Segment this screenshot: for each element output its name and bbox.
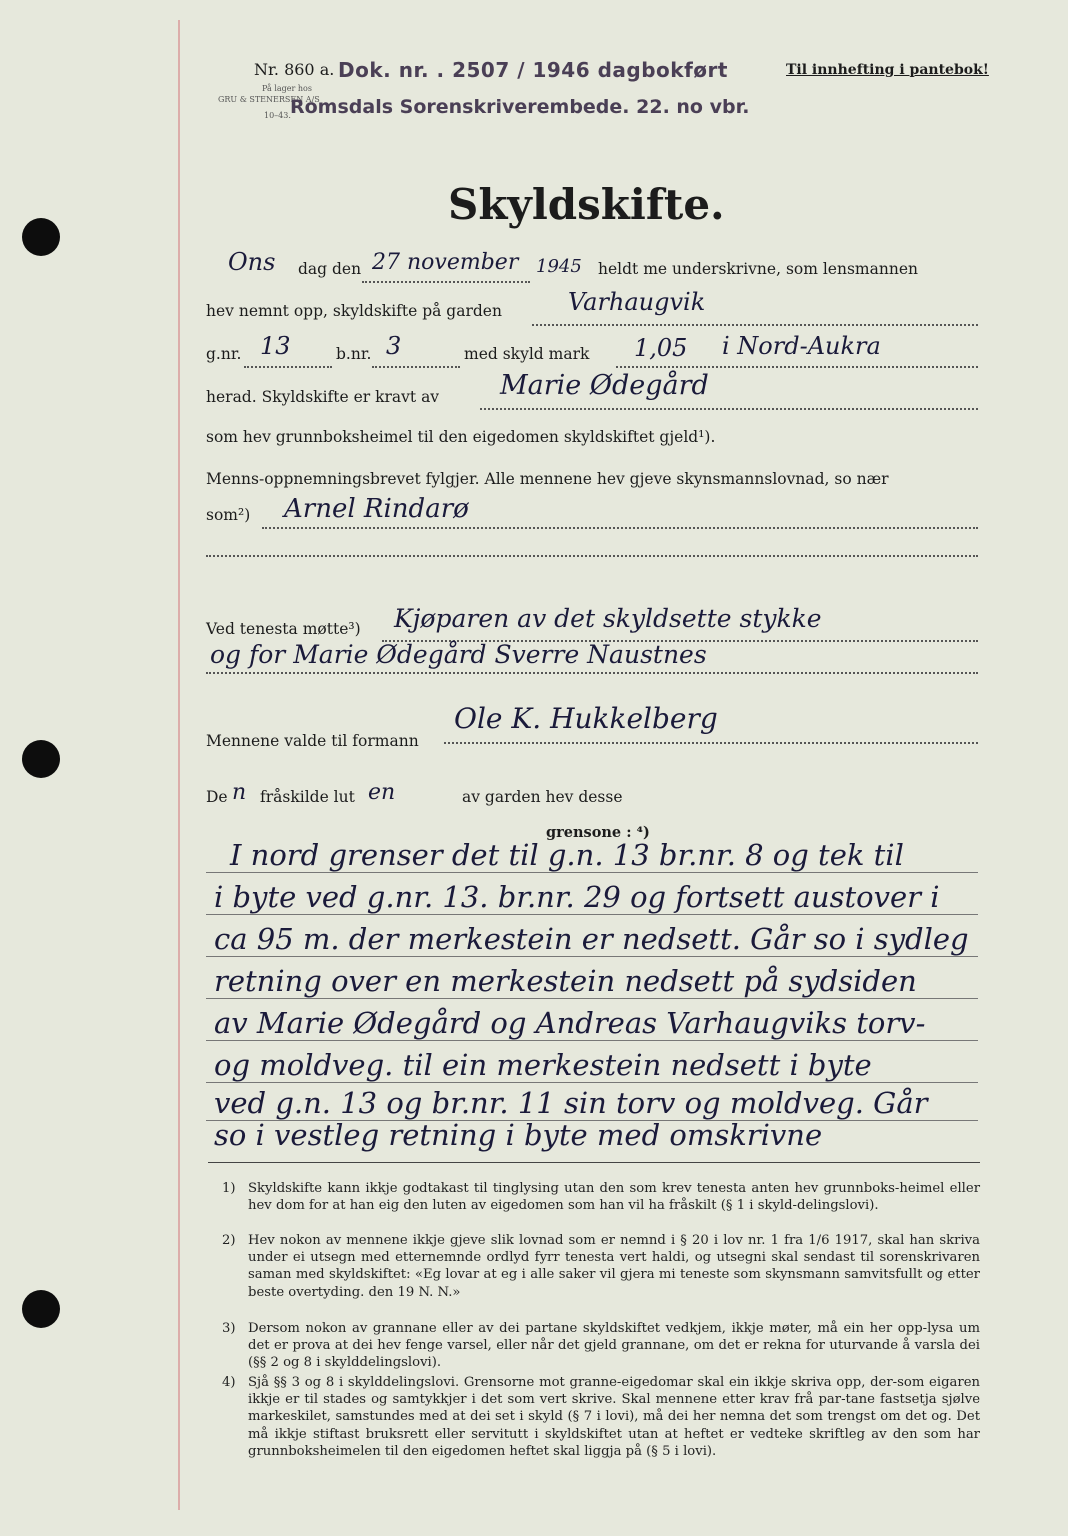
- boundary-line-6: og moldveg. til ein merkestein nedsett i byte: [214, 1048, 872, 1082]
- fill-line: [444, 742, 978, 744]
- boundary-line-8: so i vestleg retning i byte med omskrivne: [214, 1118, 823, 1152]
- label-som: som²): [206, 506, 251, 524]
- footnote-number: 2): [222, 1233, 236, 1248]
- fill-line: [244, 366, 332, 368]
- label-oppnemningsbrev: Menns-oppnemningsbrevet fylgjer. Alle mennene hev gjeve skynsmannslovnad, so nær: [206, 470, 889, 488]
- hand-de-suffix: n: [232, 780, 247, 805]
- footnote-rule: [208, 1162, 980, 1163]
- hand-bnr: 3: [386, 332, 402, 360]
- label-bnr: b.nr.: [336, 345, 372, 363]
- label-ved-tenesta: Ved tenesta møtte³): [206, 620, 361, 638]
- printer-line-1: På lager hos: [262, 84, 312, 93]
- registration-stamp-line-1: Dok. nr. . 2507 / 1946 dagbokført: [338, 58, 728, 82]
- fill-line: [480, 408, 978, 410]
- boundary-line-1: I nord grenser det til g.n. 13 br.nr. 8 og tek til: [230, 838, 904, 872]
- hand-year: 1945: [536, 256, 582, 277]
- label-av-garden: av garden hev desse: [462, 788, 623, 806]
- ruled-line: [206, 1040, 978, 1041]
- registration-stamp-line-2: Romsdals Sorenskriverembede. 22. no vbr.: [290, 96, 750, 118]
- printer-line-3: 10–43.: [264, 111, 291, 120]
- footnote-4: [208, 1374, 980, 1494]
- hand-attendees-2: og for Marie Ødegård Sverre Naustnes: [210, 640, 707, 669]
- hand-date: 27 november: [372, 250, 519, 275]
- fill-line: [372, 366, 460, 368]
- fill-line: [262, 527, 978, 529]
- document-title: Skyldskifte.: [448, 180, 725, 229]
- boundary-line-4: retning over en merkestein nedsett på sydsiden: [214, 964, 917, 998]
- hand-chairman: Ole K. Hukkelberg: [454, 702, 718, 735]
- punch-hole-bottom: [22, 1290, 60, 1328]
- margin-line: [178, 20, 180, 1510]
- hand-skyld-mark: 1,05: [634, 334, 688, 362]
- label-grunnboksheimel: som hev grunnboksheimel til den eigedomen skyldskiftet gjeld¹).: [206, 428, 716, 446]
- footnote-text: Sjå §§ 3 og 8 i skylddelingslovi. Grensorne mot granne-eigedomar skal ein ikkje skriva opp, der-som eigaren ikkje er til stades og samtykkjer i det som vert skrive. Skal mennene etter krav frå par-tane fastsetja sjølve markeskilet, samstundes med at dei set i skyld (§ 7 i lovi), må dei her nemna det som trengst om det og. Det må ikkje stiftast bruksrett eller servitutt i skyldskiftet utan at heftet er vedteke skriftleg av den som har grunnboksheimelen til den eigedomen heftet skal liggja på (§ 5 i lovi).: [248, 1375, 980, 1459]
- footnote-number: 3): [222, 1321, 236, 1336]
- label-kravt-av: herad. Skyldskifte er kravt av: [206, 388, 440, 406]
- label-skyld-mark: med skyld mark: [464, 345, 590, 363]
- hand-attendees-1: Kjøparen av det skyldsette stykke: [394, 604, 822, 633]
- hand-exception: Arnel Rindarø: [284, 494, 469, 524]
- hand-gnr: 13: [260, 332, 291, 360]
- ruled-line: [206, 956, 978, 957]
- label-de: De: [206, 788, 228, 806]
- ruled-line: [206, 914, 978, 915]
- punch-hole-middle: [22, 740, 60, 778]
- footnote-2: [208, 1232, 980, 1318]
- footnote-number: 4): [222, 1375, 236, 1390]
- boundary-line-5: av Marie Ødegård og Andreas Varhaugviks torv-: [214, 1006, 926, 1040]
- form-number: Nr. 860 a.: [254, 60, 335, 79]
- punch-hole-top: [22, 218, 60, 256]
- label-formann: Mennene valde til formann: [206, 732, 419, 750]
- fill-line: [206, 672, 978, 674]
- label-grensone: grensone : ⁴): [546, 824, 650, 841]
- footnote-number: 1): [222, 1181, 236, 1196]
- printer-line-2: GRU & STENERSEN A/S: [218, 95, 320, 104]
- ruled-line: [206, 1082, 978, 1083]
- hand-farm-name: Varhaugvik: [568, 288, 706, 316]
- fill-line: [532, 324, 978, 326]
- label-day: dag den: [298, 260, 362, 278]
- hand-weekday: Ons: [228, 248, 276, 276]
- footnote-text: Hev nokon av mennene ikkje gjeve slik lovnad som er nemnd i § 20 i lov nr. 1 fra 1/6 1917, skal han skriva under ei utsegn med etternemnde ordlyd fyrr tenesta vert haldi, og utsegni skal sendast til sorenskrivaren saman med skyldskiftet: «Eg lovar at eg i alle saker vil gjera mi teneste som skynsmann samvitsfullt og etter beste overtyding. den 19 N. N.»: [248, 1233, 980, 1300]
- label-fraskilde-lut: fråskilde lut: [260, 788, 355, 806]
- boundary-line-7: ved g.n. 13 og br.nr. 11 sin torv og moldveg. Går: [214, 1086, 928, 1120]
- label-heldt: heldt me underskrivne, som lensmannen: [598, 260, 918, 278]
- boundary-line-2: i byte ved g.nr. 13. br.nr. 29 og fortsett austover i: [214, 880, 940, 914]
- footnote-text: Skyldskifte kann ikkje godtakast til tinglysing utan den som krev tenesta anten hev grunnboks-heimel eller hev dom for at han eig den luten av eigedomen som han vil ha fråskilt (§ 1 i skyld-delingslovi).: [248, 1181, 980, 1214]
- label-gnr: g.nr.: [206, 345, 242, 363]
- footnote-3: [208, 1320, 980, 1372]
- binding-note: Til innhefting i pantebok!: [786, 62, 989, 78]
- boundary-line-3: ca 95 m. der merkestein er nedsett. Går so i sydleg: [214, 922, 969, 956]
- ruled-line: [206, 998, 978, 999]
- fill-line: [206, 555, 978, 557]
- hand-lut-suffix: en: [368, 780, 396, 805]
- footnote-text: Dersom nokon av grannane eller av dei partane skyldskiftet vedkjem, ikkje møter, må ein her opp-lysa um det er prova at dei hev fenge varsel, eller når det gjeld grannane, om det er rekna for uturvande å varsla dei (§§ 2 og 8 i skylddelingslovi).: [248, 1321, 980, 1371]
- hand-requester: Marie Ødegård: [500, 370, 709, 401]
- hand-herad: i Nord-Aukra: [722, 332, 881, 360]
- fill-line: [362, 281, 530, 283]
- fill-line: [616, 366, 978, 368]
- footnote-1: [208, 1180, 980, 1232]
- label-garden: hev nemnt opp, skyldskifte på garden: [206, 302, 502, 320]
- ruled-line: [206, 872, 978, 873]
